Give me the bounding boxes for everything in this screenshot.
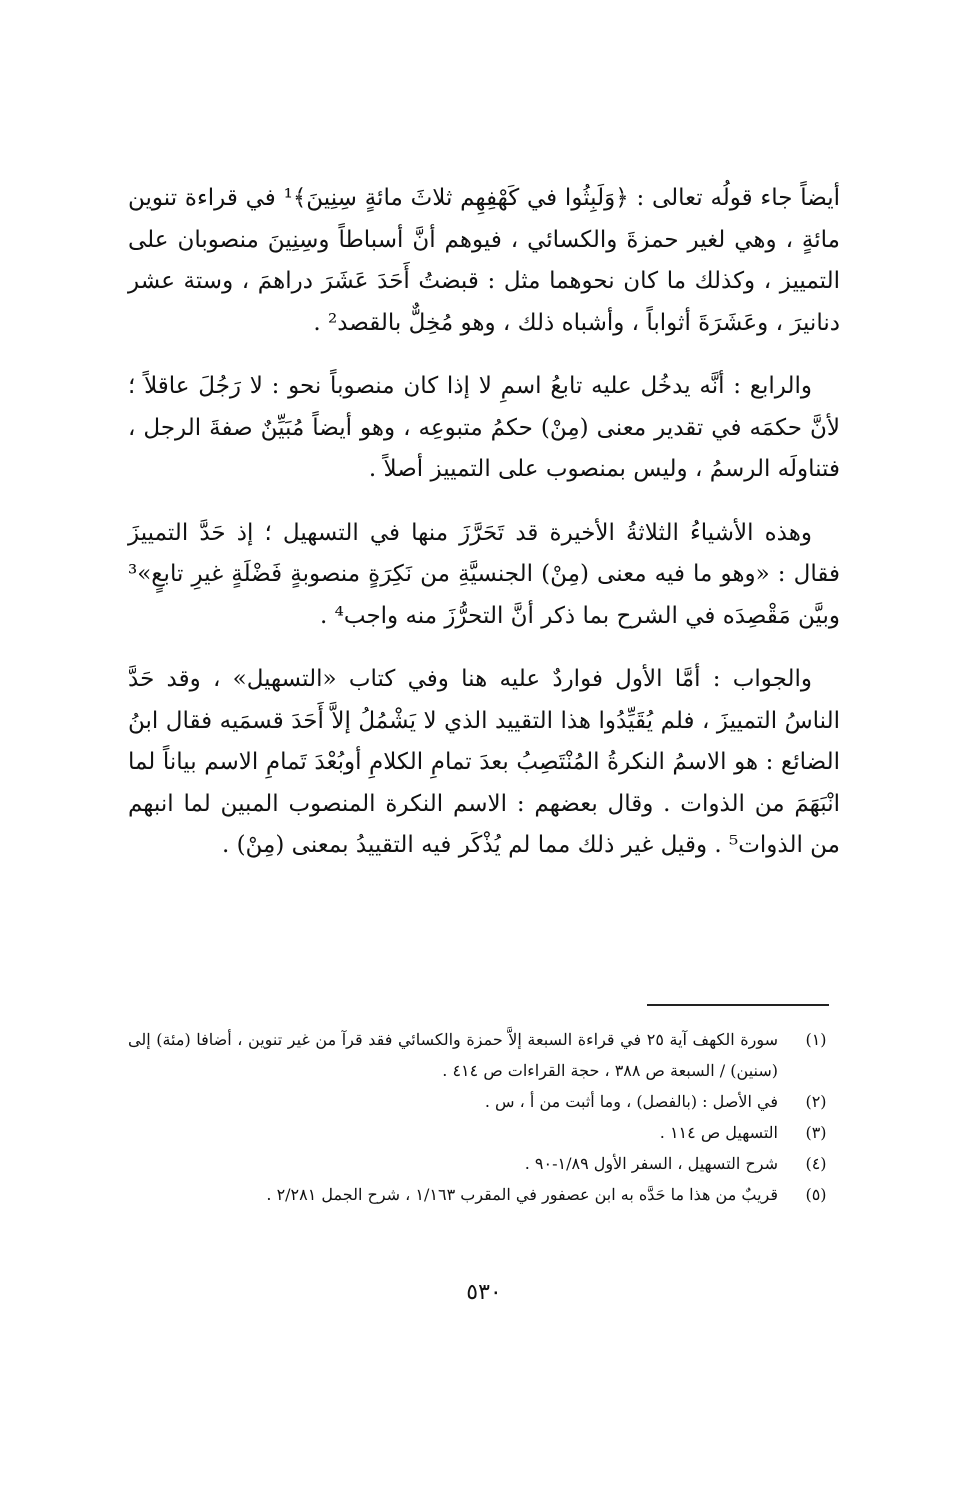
footnote-text: شرح التسهيل ، السفر الأول ١/٨٩-٩٠ . [524, 1154, 778, 1173]
footnote-number: (١) [805, 1030, 827, 1049]
footnote-1 [128, 1024, 840, 1086]
main-text-block [128, 178, 840, 889]
footnote-separator [647, 1004, 829, 1006]
footnote-5 [128, 1179, 840, 1210]
paragraph-2: والرابع : أنَّه يدخُل عليه تابعُ اسمِ لا إذا كان منصوباً نحو : لا رَجُلَ عاقلاً ؛ لأنَّ حكمَه في تقدير معنى (مِنْ) حكمُ متبوعِه ، وهو أيضاً مُبَيِّنٌ صفةَ الرجل ، فتناولَه الرسمُ ، وليس بمنصوب على التمييز أصلاً . [128, 373, 840, 482]
footnotes-list [128, 1024, 840, 1210]
footnote-4 [128, 1148, 840, 1179]
footnote-number: (٣) [805, 1123, 827, 1142]
footnote-number: (٤) [805, 1154, 827, 1173]
page-number: ٥٣٠ [466, 1280, 502, 1305]
paragraph-1: أيضاً جاء قولُه تعالى : ﴿وَلَبِثُوا في كَهْفِهِم ثلاثَ مائةٍ سِنِينَ﴾¹ في قراءة تنوين مائةٍ ، وهي لغير حمزةَ والكسائي ، فيوهم أنَّ أسباطاً وسِنِينَ منصوبان على التمييز ، وكذلك ما كان نحوهما مثل : قبضتُ أَحَدَ عَشَرَ دراهمَ ، وستة عشر دنانيرَ ، وعَشَرَةَ أثواباً ، وأشباه ذلك ، وهو مُخِلٌّ بالقصد² . [128, 185, 840, 336]
footnote-text: سورة الكهف آية ٢٥ في قراءة السبعة إلاَّ حمزة والكسائي فقد قرآ من غير تنوين ، أضافا (مئة) إلى (سنين) / السبعة ص ٣٨٨ ، حجة القراءات ص ٤١٤ . [128, 1030, 778, 1080]
footnote-3 [128, 1117, 840, 1148]
footnote-text: قريبٌ من هذا ما حَدَّه به ابن عصفور في المقرب ١/١٦٣ ، شرح الجمل ٢/٢٨١ . [266, 1185, 778, 1204]
paragraph-3: وهذه الأشياءُ الثلاثةُ الأخيرة قد تَحَرَّزَ منها في التسهيل ؛ إذ حَدَّ التمييزَ فقال : «وهو ما فيه معنى (مِنْ) الجنسيَّةِ من نَكِرَةٍ منصوبةٍ فَضْلَةٍ غيرِ تابعٍ»³ وبيَّن مَقْصِدَه في الشرح بما ذكر أنَّ التحرُّزَ منه واجب⁴ . [128, 519, 840, 629]
footnote-2 [128, 1086, 840, 1117]
paragraph-4: والجواب : أمَّا الأول فواردٌ عليه هنا وفي كتاب «التسهيل» ، وقد حَدَّ الناسُ التمييزَ ، فلم يُقَيِّدُوا هذا التقييد الذي لا يَشْمُلُ إلاَّ أَحَدَ قسمَيه فقال ابنُ الضائع : هو الاسمُ النكرةُ المُنْتَصِبُ بعدَ تمامِ الكلامِ أوبُعْدَ تَمامِ الاسم بياناً لما انْبَهَمَ من الذوات . وقال بعضهم : الاسم النكرة المنصوب المبين لما انبهم من الذوات⁵ . وقيل غير ذلك مما لم يُذْكَر فيه التقييدُ بمعنى (مِنْ) . [128, 666, 840, 858]
footnote-number: (٥) [805, 1185, 827, 1204]
footnote-text: في الأصل : (بالفصل) ، وما أثبت من أ ، س . [484, 1092, 778, 1111]
footnote-text: التسهيل ص ١١٤ . [659, 1123, 778, 1142]
footnote-number: (٢) [805, 1092, 827, 1111]
